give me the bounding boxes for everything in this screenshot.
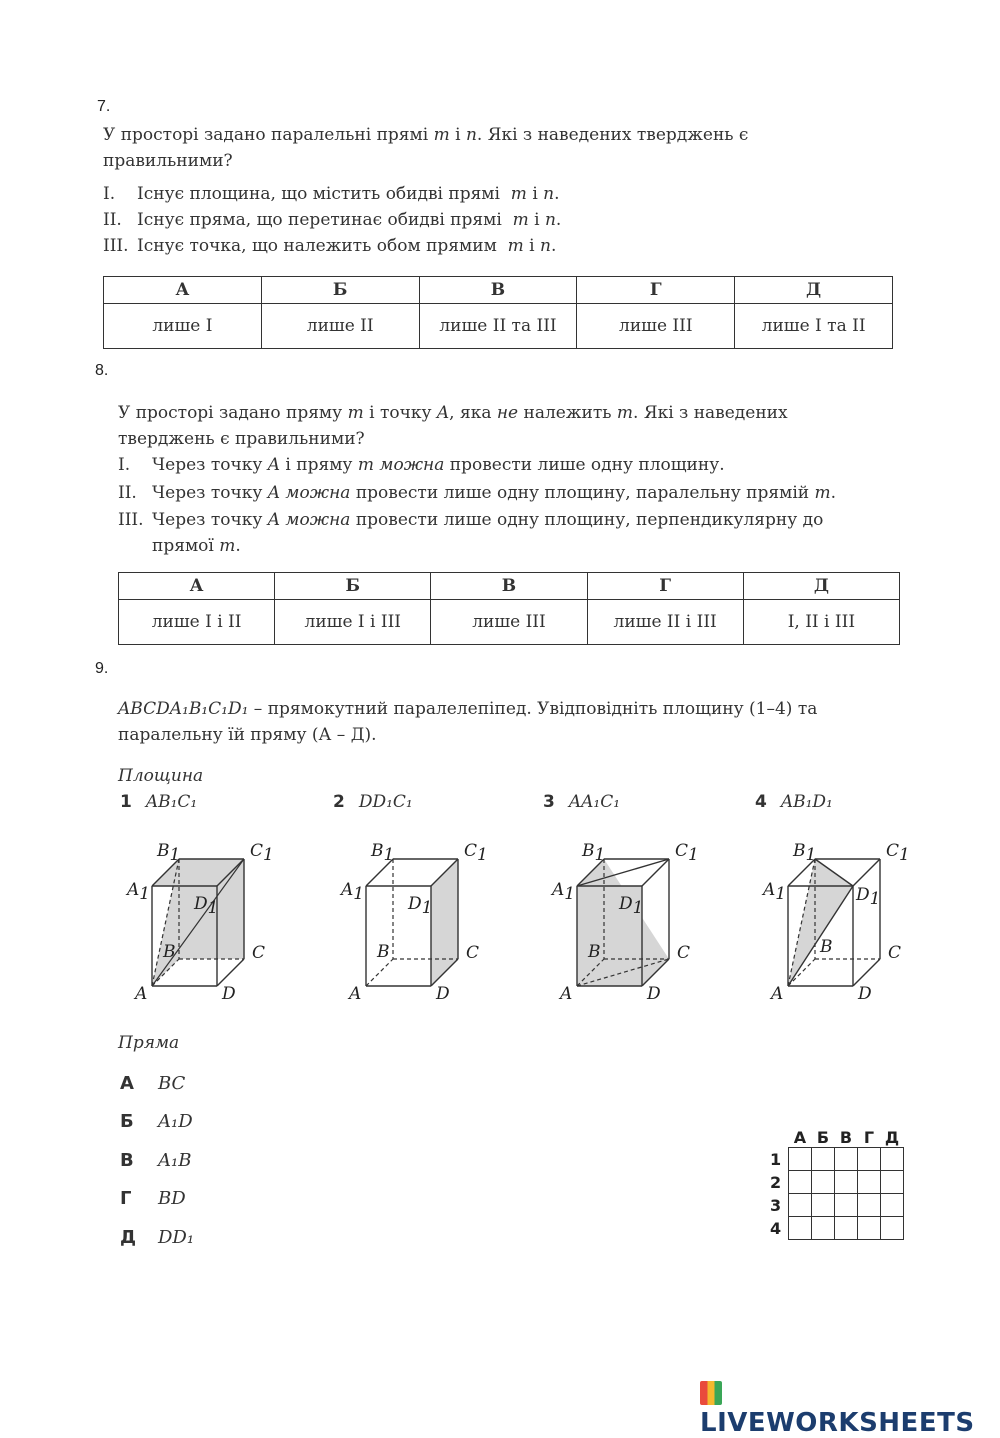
q7-statement-2: II. Існує пряма, що перетинає обидві прямі m і n. [103, 210, 562, 230]
q9-answer-grid [770, 1128, 904, 1240]
grid-cell[interactable] [835, 1194, 858, 1217]
liveworksheets-logo[interactable]: LIVEWORKSHEETS [700, 1378, 1000, 1438]
q7-option-v[interactable]: лише II та III [419, 304, 577, 349]
q7-header-b: Б [261, 277, 419, 304]
grid-col-d: Д [884, 1128, 900, 1147]
label-D: D [858, 984, 872, 1003]
grid-cell[interactable] [858, 1217, 881, 1240]
q7-option-a[interactable]: лише I [104, 304, 262, 349]
q7-header-v: В [419, 277, 577, 304]
q8-option-b[interactable]: лише I і III [275, 600, 431, 645]
label-C: C [252, 943, 266, 963]
grid-cell[interactable] [812, 1194, 835, 1217]
q8-header-b: Б [275, 573, 431, 600]
label-B: B [377, 942, 390, 962]
q9-plane-title: Площина [118, 766, 204, 786]
grid-col-a: А [793, 1128, 807, 1147]
q7-statement-1: I. Існує площина, що містить обидві прямі m і n. [103, 184, 560, 204]
q8-option-d[interactable]: I, II і III [743, 600, 899, 645]
q7-header-d: Д [735, 277, 893, 304]
label-C1: C1 [250, 841, 274, 865]
q8-header-v: В [431, 573, 587, 600]
grid-cell[interactable] [881, 1171, 904, 1194]
label-C1: C1 [675, 841, 699, 865]
label-C1: C1 [464, 841, 488, 865]
figure-plane-4 [758, 833, 928, 1003]
line-option-d: Д DD₁ [120, 1227, 195, 1248]
label-D1: D1 [194, 894, 219, 918]
grid-cell[interactable] [835, 1217, 858, 1240]
label-A1: A1 [341, 880, 365, 904]
label-C: C [466, 943, 480, 963]
line-option-v: В A₁B [120, 1150, 192, 1171]
grid-cell[interactable] [789, 1171, 812, 1194]
grid-cell[interactable] [881, 1217, 904, 1240]
grid-cell[interactable] [881, 1148, 904, 1171]
q8-option-v[interactable]: лише III [431, 600, 587, 645]
grid-row-2: 2 [770, 1172, 782, 1192]
q8-answer-table [118, 572, 900, 645]
q7-statement-3: III. Існує точка, що належить обом прямим m і n. [103, 236, 557, 256]
plane-2-label: 2 DD₁C₁ [333, 792, 413, 812]
q7-header-a: А [104, 277, 262, 304]
figure-plane-1 [122, 833, 282, 1003]
label-B1: B1 [371, 841, 395, 865]
q7-option-g[interactable]: лише III [577, 304, 735, 349]
grid-col-g: Г [863, 1128, 875, 1147]
q8-statement-3: III. Через точку A можна провести лише одну площину, перпендикулярну до прямої m. [118, 510, 824, 556]
plane-1-label: 1 AB₁C₁ [120, 792, 198, 812]
q9-question: ABCDA₁B₁C₁D₁ – прямокутний паралелепіпед. Увідповідніть площину (1–4) та паралельну їй пряму (А – Д). [118, 699, 818, 745]
grid-cell[interactable] [881, 1194, 904, 1217]
figure-plane-2 [336, 833, 496, 1003]
label-C1: C1 [886, 841, 910, 865]
grid-cell[interactable] [835, 1148, 858, 1171]
label-D1: D1 [856, 885, 881, 909]
q8-header-g: Г [587, 573, 743, 600]
grid-col-b: Б [816, 1128, 830, 1147]
label-B: B [163, 942, 176, 962]
line-option-g: Г BD [120, 1188, 186, 1209]
label-A1: A1 [127, 880, 151, 904]
grid-cell[interactable] [858, 1171, 881, 1194]
q7-number: 7. [97, 98, 111, 115]
grid-cell[interactable] [835, 1171, 858, 1194]
q7-option-b[interactable]: лише II [261, 304, 419, 349]
q7-question: У просторі задано паралельні прямі m і n. Які з наведених тверджень є правильними? [103, 125, 749, 171]
logo-icon [700, 1381, 722, 1405]
q8-option-a[interactable]: лише I і II [119, 600, 275, 645]
grid-row-1: 1 [770, 1149, 782, 1169]
label-A: A [349, 984, 362, 1003]
plane-3-label: 3 AA₁C₁ [543, 792, 621, 812]
grid-col-v: В [839, 1128, 853, 1147]
label-B1: B1 [157, 841, 181, 865]
label-D1: D1 [408, 894, 433, 918]
grid-cell[interactable] [789, 1194, 812, 1217]
q9-line-title: Пряма [118, 1033, 180, 1053]
q9-number: 9. [95, 660, 109, 677]
q8-statement-2: II. Через точку A можна провести лише одну площину, паралельну прямій m. [118, 483, 837, 503]
grid-cell[interactable] [858, 1148, 881, 1171]
grid-cell[interactable] [812, 1148, 835, 1171]
grid-cell[interactable] [789, 1148, 812, 1171]
label-D: D [647, 984, 661, 1003]
grid-row-4: 4 [770, 1218, 782, 1238]
plane-4-label: 4 AB₁D₁ [755, 792, 833, 812]
q8-header-d: Д [743, 573, 899, 600]
grid-row-3: 3 [770, 1195, 782, 1215]
label-C: C [677, 943, 691, 963]
label-A1: A1 [763, 880, 787, 904]
q8-option-g[interactable]: лише II і III [587, 600, 743, 645]
label-B1: B1 [582, 841, 606, 865]
label-B: B [588, 942, 601, 962]
q8-question: У просторі задано пряму m і точку A, яка не належить m. Які з наведених тверджень є правильними? [118, 403, 788, 449]
figure-plane-3 [547, 833, 707, 1003]
label-D: D [436, 984, 450, 1003]
label-B1: B1 [793, 841, 817, 865]
label-D1: D1 [619, 894, 644, 918]
q7-option-d[interactable]: лише I та II [735, 304, 893, 349]
grid-cell[interactable] [858, 1194, 881, 1217]
label-B: B [820, 937, 833, 957]
label-A: A [771, 984, 784, 1003]
label-A1: A1 [552, 880, 576, 904]
label-A: A [135, 984, 148, 1003]
q8-number: 8. [95, 362, 109, 379]
grid-cell[interactable] [789, 1217, 812, 1240]
q8-header-a: А [119, 573, 275, 600]
line-option-a: А BC [120, 1073, 186, 1094]
label-C: C [888, 943, 902, 963]
label-A: A [560, 984, 573, 1003]
label-D: D [222, 984, 236, 1003]
q7-answer-table [103, 276, 893, 349]
line-option-b: Б A₁D [120, 1111, 193, 1132]
grid-cell[interactable] [812, 1217, 835, 1240]
grid-cell[interactable] [812, 1171, 835, 1194]
q8-statement-1: I. Через точку A і пряму m можна провести лише одну площину. [118, 455, 725, 475]
q7-header-g: Г [577, 277, 735, 304]
